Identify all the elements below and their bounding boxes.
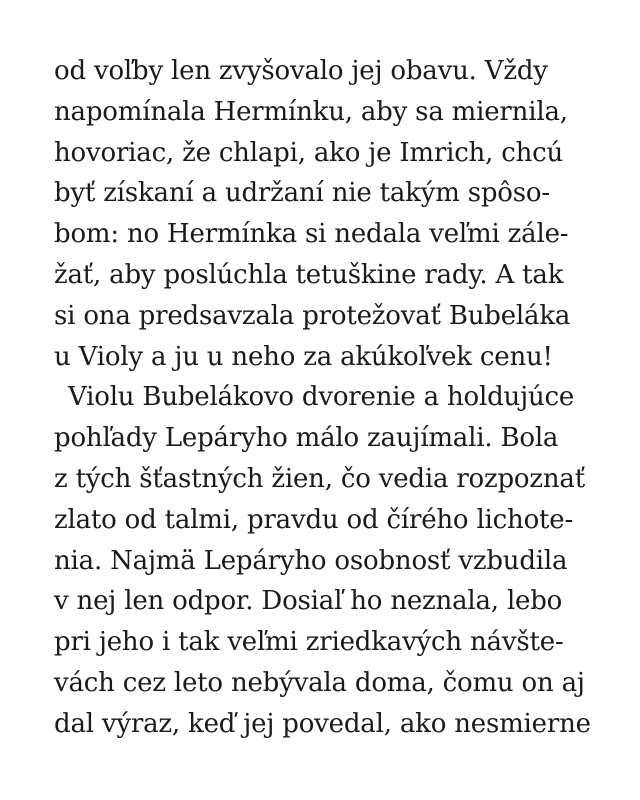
paragraph-2 [54, 377, 594, 744]
text-body [54, 51, 594, 745]
text-line: pri jeho i tak veľmi zriedkavých návšte- [54, 627, 564, 658]
text-line: nia. Najmä Lepáryho osobnosť vzbudila [54, 545, 568, 576]
text-line: hovoriac, že chlapi, ako je Imrich, chcú [54, 137, 564, 168]
text-line: od voľby len zvyšovalo jej obavu. Vždy [54, 56, 548, 86]
text-line: pohľady Lepáryho málo zaujímali. Bola [54, 423, 559, 454]
text-line: si ona predsavzala protežovať Bubeláka [54, 300, 571, 331]
text-line: zlato od talmi, pravdu od čírého lichote- [54, 504, 574, 535]
text-line: z tých šťastných žien, čo vedia rozpoznať [54, 463, 585, 494]
text-line: napomínala Hermínku, aby sa miernila, [54, 96, 568, 127]
text-line: u Violy a ju u neho za akúkoľvek cenu! [54, 341, 553, 372]
text-line: dal výraz, keď jej povedal, ako nesmierne [54, 708, 591, 739]
text-line: byť získaní a udržaní nie takým spôso- [54, 178, 550, 209]
text-line: vách cez leto nebývala doma, čomu on aj [54, 667, 585, 698]
paragraph-1 [54, 51, 594, 377]
text-line: v nej len odpor. Dosiaľ ho neznala, lebo [54, 586, 563, 617]
text-line: bom: no Hermínka si nedala veľmi zále- [54, 219, 569, 250]
text-line: Violu Bubelákovo dvorenie a holdujúce [68, 382, 575, 413]
text-line: žať, aby poslúchla tetuškine rady. A tak [54, 259, 564, 290]
